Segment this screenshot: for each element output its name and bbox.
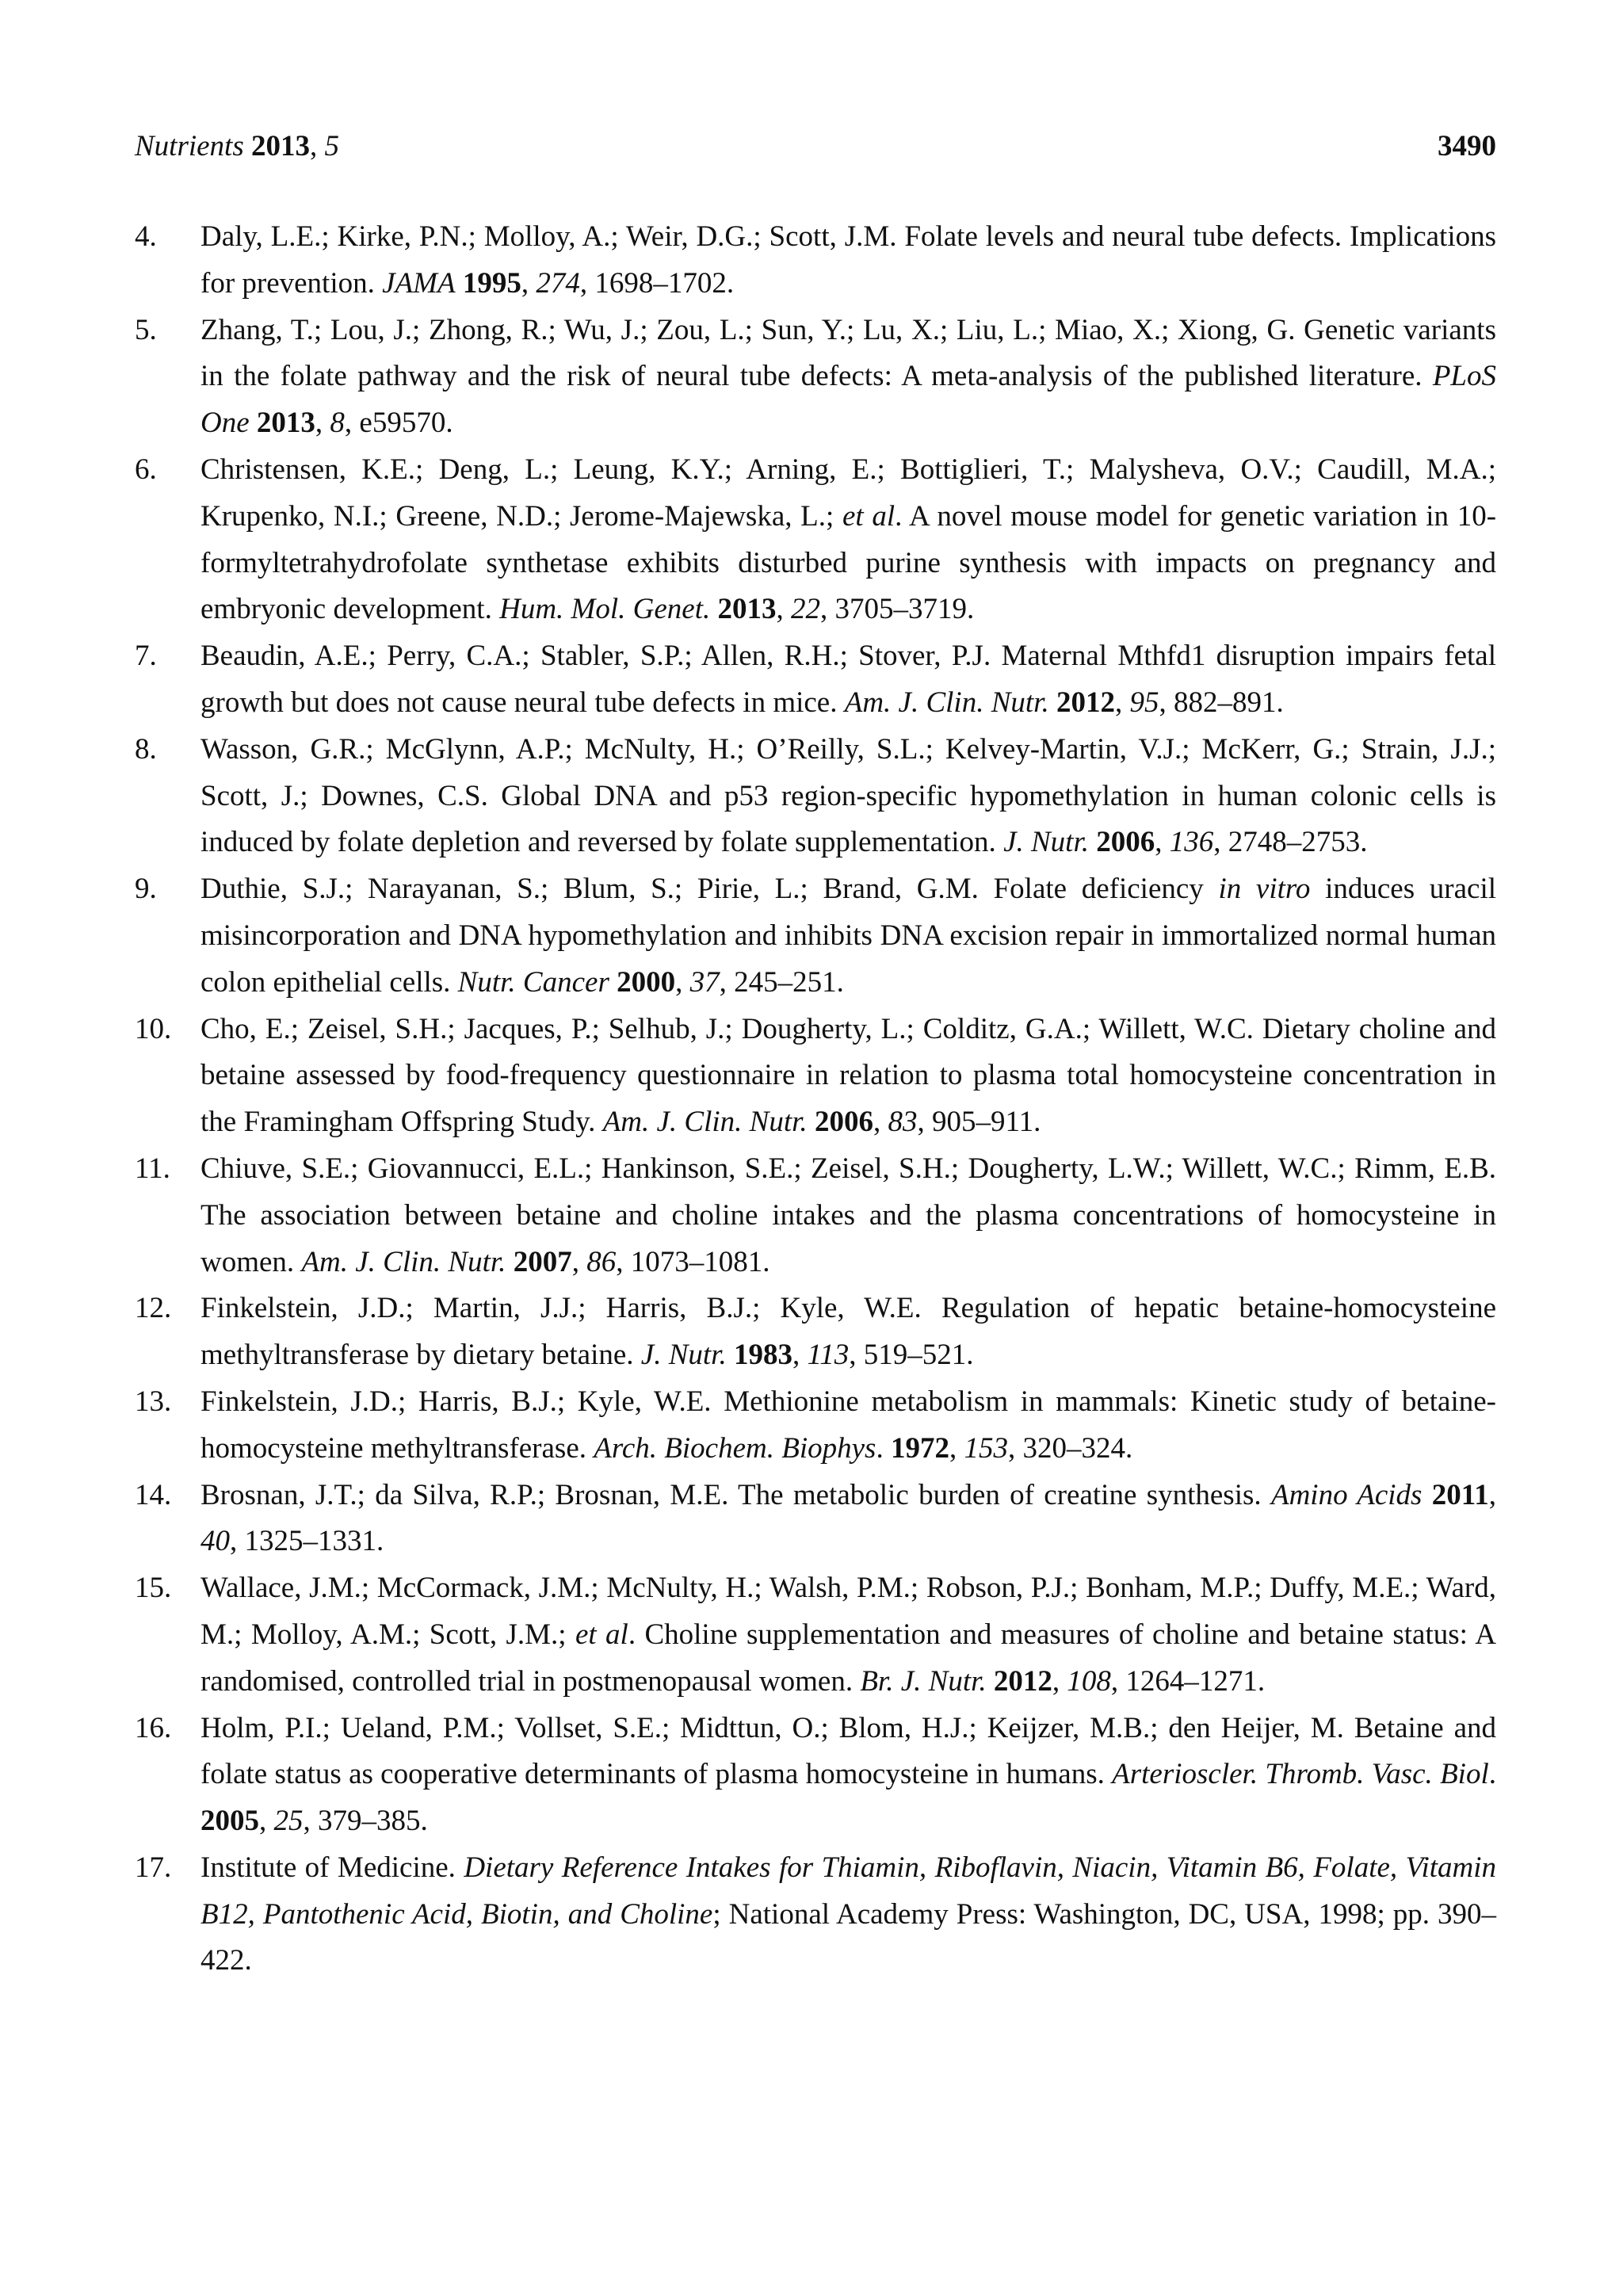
reference-italic-segment: Am. J. Clin. Nutr. [301, 1245, 506, 1278]
reference-segment: Wallace, J.M.; McCormack, J.M.; McNulty, H.; Walsh, P.M.; Robson, P.J.; Bonham, M.P.; Duffy, M.E.; Ward, M.; Molloy, A.M.; Scott, J.M.; [200, 1572, 1496, 1651]
reference-segment: , 3705–3719. [819, 593, 975, 626]
reference-segment: Cho, E.; Zeisel, S.H.; Jacques, P.; Selhub, J.; Dougherty, L.; Colditz, G.A.; Willett, W.C. Dietary choline and betaine assessed by food-frequency questionnaire in relation to plasma total homocysteine concentration in the Framingham Offspring Study. [200, 1012, 1496, 1139]
reference-italic-segment: JAMA [382, 266, 456, 300]
reference-segment [1422, 1479, 1431, 1511]
reference-italic-segment: 22 [790, 593, 820, 626]
reference-segment: , [259, 1805, 274, 1838]
reference-segment: , [675, 965, 690, 999]
reference-bold-segment: 2006 [814, 1106, 873, 1139]
reference-italic-segment: 274 [536, 266, 580, 300]
reference-italic-segment: Arch. Biochem. Biophys [594, 1431, 876, 1465]
reference-number: 5. [135, 313, 157, 346]
reference-italic-segment: Am. J. Clin. Nutr. [602, 1106, 808, 1139]
reference-segment: , [1114, 686, 1130, 719]
reference-item [135, 1007, 1496, 1146]
reference-segment: , [1155, 826, 1170, 859]
reference-bold-segment: 2006 [1096, 826, 1155, 859]
reference-number: 12. [135, 1292, 172, 1325]
running-header [135, 127, 1496, 166]
reference-segment: , 519–521. [849, 1339, 974, 1372]
reference-text [200, 447, 1496, 633]
reference-bold-segment: 2013 [256, 407, 315, 440]
reference-bold-segment: 2013 [717, 593, 777, 626]
reference-italic-segment: 37 [689, 965, 720, 999]
reference-italic-segment: 108 [1067, 1664, 1111, 1698]
reference-italic-segment: Hum. Mol. Genet. [499, 593, 711, 626]
reference-item [135, 633, 1496, 727]
reference-italic-segment: 153 [964, 1431, 1008, 1465]
reference-bold-segment: 2011 [1431, 1478, 1489, 1511]
reference-bold-segment: 2012 [1056, 686, 1115, 719]
journal-year: 2013 [251, 130, 310, 162]
reference-segment: Christensen, K.E.; Deng, L.; Leung, K.Y.; Arning, E.; Bottiglieri, T.; Malysheva, O.V.; Caudill, M.A.; Krupenko, N.I.; Greene, N.D.; Jerome-Majewska, L.; [200, 453, 1496, 533]
reference-item [135, 866, 1496, 1006]
reference-segment: , 1073–1081. [616, 1245, 770, 1278]
page-number: 3490 [1438, 130, 1496, 162]
reference-item [135, 1706, 1496, 1845]
reference-number: 16. [135, 1711, 172, 1744]
reference-text [200, 727, 1496, 866]
reference-item [135, 1565, 1496, 1705]
reference-italic-segment: 25 [273, 1805, 304, 1838]
reference-segment [1049, 686, 1056, 719]
reference-text [200, 1473, 1496, 1566]
reference-item [135, 727, 1496, 866]
reference-italic-segment: 8 [330, 407, 345, 440]
reference-italic-segment: PLoS One [200, 360, 1496, 440]
journal-citation: Nutrients 2013, 5 [135, 130, 339, 162]
reference-bold-segment: 2007 [513, 1245, 572, 1278]
reference-italic-segment: Br. J. Nutr. [860, 1664, 987, 1698]
reference-segment: Beaudin, A.E.; Perry, C.A.; Stabler, S.P.; Allen, R.H.; Stover, P.J. Maternal Mthfd1 disruption impairs fetal growth but does not cause neural tube defects in mice. [200, 640, 1496, 719]
reference-segment [609, 966, 617, 999]
reference-segment: . Choline supplementation and measures of choline and betaine status: A randomised, controlled trial in postmenopausal women. [200, 1618, 1496, 1698]
reference-segment: , [521, 266, 537, 300]
reference-number: 6. [135, 453, 157, 486]
reference-segment [506, 1246, 513, 1278]
reference-bold-segment: 2005 [200, 1805, 259, 1838]
reference-item [135, 1379, 1496, 1473]
journal-name: Nutrients [135, 130, 244, 162]
reference-italic-segment: et al [575, 1618, 628, 1651]
reference-segment: Brosnan, J.T.; da Silva, R.P.; Brosnan, M.E. The metabolic burden of creatine synthesis. [200, 1478, 1271, 1511]
reference-list [135, 214, 1496, 1985]
reference-italic-segment: 40 [200, 1525, 230, 1558]
reference-italic-segment: Am. J. Clin. Nutr. [844, 686, 1049, 719]
reference-bold-segment: 2000 [617, 965, 676, 999]
reference-segment [250, 407, 257, 439]
reference-segment [987, 1665, 994, 1698]
reference-text [200, 633, 1496, 727]
reference-text [200, 1565, 1496, 1705]
reference-segment [808, 1106, 815, 1138]
reference-segment: , 1325–1331. [230, 1525, 384, 1558]
reference-segment: . [1488, 1758, 1496, 1791]
reference-text [200, 308, 1496, 447]
reference-italic-segment: J. Nutr. [1003, 826, 1089, 859]
reference-number: 17. [135, 1851, 172, 1884]
reference-segment: ; National Academy Press: Washington, DC, USA, 1998; pp. 390–422. [200, 1897, 1496, 1977]
reference-bold-segment: 1983 [733, 1339, 792, 1372]
reference-segment: , [1488, 1478, 1496, 1511]
reference-italic-segment: 95 [1129, 686, 1159, 719]
reference-italic-segment: Nutr. Cancer [457, 965, 609, 999]
reference-segment: Holm, P.I.; Ueland, P.M.; Vollset, S.E.; Midttun, O.; Blom, H.J.; Keijzer, M.B.; den Heijer, M. Betaine and folate status as cooperative determinants of plasma homocysteine in humans. [200, 1711, 1496, 1791]
reference-segment [727, 1339, 734, 1371]
reference-italic-segment: 136 [1169, 826, 1214, 859]
reference-bold-segment: 2012 [993, 1664, 1052, 1698]
reference-item [135, 214, 1496, 308]
reference-segment: Wasson, G.R.; McGlynn, A.P.; McNulty, H.; O’Reilly, S.L.; Kelvey-Martin, V.J.; McKerr, G.; Strain, J.J.; Scott, J.; Downes, C.S. Global DNA and p53 region-specific hypomethylation in human colonic cells is induced by folate depletion and reversed by folate supplementation. [200, 732, 1496, 859]
reference-item [135, 447, 1496, 633]
reference-segment: Finkelstein, J.D.; Martin, J.J.; Harris, B.J.; Kyle, W.E. Regulation of hepatic betaine-homocysteine methyltransferase by dietary betaine. [200, 1292, 1496, 1372]
reference-segment: , [949, 1431, 964, 1465]
reference-segment: , [315, 407, 330, 440]
reference-segment: , 1698–1702. [579, 266, 735, 300]
reference-segment: Chiuve, S.E.; Giovannucci, E.L.; Hankinson, S.E.; Zeisel, S.H.; Dougherty, L.W.; Willett, W.C.; Rimm, E.B. The association between betaine and choline intakes and the plasma concentrations of homocysteine in women. [200, 1152, 1496, 1278]
reference-segment: , [571, 1245, 587, 1278]
reference-italic-segment: et al [842, 499, 896, 533]
reference-segment: , 379–385. [303, 1805, 428, 1838]
reference-text [200, 1146, 1496, 1286]
reference-segment: , 882–891. [1159, 686, 1284, 719]
reference-segment: Duthie, S.J.; Narayanan, S.; Blum, S.; Pirie, L.; Brand, G.M. Folate deficiency [200, 873, 1219, 906]
reference-segment: , e59570. [344, 407, 453, 440]
reference-text [200, 866, 1496, 1006]
reference-italic-segment: in vitro [1218, 873, 1311, 906]
reference-italic-segment: 113 [807, 1339, 850, 1372]
reference-italic-segment: 86 [586, 1245, 617, 1278]
reference-number: 13. [135, 1385, 172, 1418]
reference-text [200, 1286, 1496, 1379]
reference-segment: , 1264–1271. [1110, 1664, 1266, 1698]
reference-segment: . A novel mouse model for genetic variation in 10-formyltetrahydrofolate synthetase exhibits disturbed purine synthesis with impacts on pregnancy and embryonic development. [200, 499, 1497, 626]
reference-number: 7. [135, 640, 157, 673]
reference-text [200, 1845, 1496, 1985]
reference-item [135, 1473, 1496, 1566]
reference-item [135, 1146, 1496, 1286]
reference-segment: . [876, 1431, 891, 1465]
reference-segment: , [873, 1106, 888, 1139]
reference-segment: , 320–324. [1007, 1431, 1133, 1465]
reference-item [135, 1845, 1496, 1985]
reference-bold-segment: 1995 [462, 266, 521, 300]
reference-italic-segment: Dietary Reference Intakes for Thiamin, Riboflavin, Niacin, Vitamin B6, Folate, Vitamin B12, Pantothenic Acid, Biotin, and Choline [200, 1851, 1497, 1931]
reference-segment [1089, 826, 1096, 858]
reference-segment: Finkelstein, J.D.; Harris, B.J.; Kyle, W.E. Methionine metabolism in mammals: Kinetic study of betaine-homocysteine methyltransferase. [200, 1385, 1496, 1465]
reference-number: 10. [135, 1012, 172, 1045]
reference-segment: , [1052, 1664, 1067, 1698]
reference-number: 8. [135, 732, 157, 766]
reference-segment [456, 267, 463, 300]
reference-text [200, 1379, 1496, 1473]
reference-segment: Institute of Medicine. [200, 1851, 464, 1884]
reference-segment: , [792, 1339, 808, 1372]
reference-segment: induces uracil misincorporation and DNA hypomethylation and inhibits DNA excision repair in immortalized normal human colon epithelial cells. [200, 873, 1496, 999]
reference-segment: Daly, L.E.; Kirke, P.N.; Molloy, A.; Weir, D.G.; Scott, J.M. Folate levels and neural tube defects. Implications for prevention. [200, 220, 1496, 300]
reference-number: 4. [135, 220, 157, 253]
reference-number: 11. [135, 1152, 170, 1185]
journal-volume: 5 [324, 130, 339, 162]
reference-number: 9. [135, 873, 157, 906]
reference-segment: , 905–911. [917, 1106, 1041, 1139]
reference-italic-segment: Amino Acids [1270, 1478, 1423, 1511]
reference-text [200, 1007, 1496, 1146]
reference-number: 15. [135, 1572, 172, 1605]
reference-text [200, 1706, 1496, 1845]
reference-segment: , [776, 593, 791, 626]
reference-italic-segment: J. Nutr. [640, 1339, 727, 1372]
reference-segment: , 2748–2753. [1213, 826, 1368, 859]
reference-italic-segment: Arterioscler. Thromb. Vasc. Biol [1112, 1758, 1489, 1791]
reference-item [135, 1286, 1496, 1379]
reference-bold-segment: 1972 [890, 1431, 949, 1465]
reference-item [135, 308, 1496, 447]
reference-italic-segment: 83 [888, 1106, 918, 1139]
reference-number: 14. [135, 1478, 172, 1511]
reference-segment: Zhang, T.; Lou, J.; Zhong, R.; Wu, J.; Zou, L.; Sun, Y.; Lu, X.; Liu, L.; Miao, X.; Xiong, G. Genetic variants in the folate pathway and the risk of neural tube defects: A meta-analysis of the published literature. [200, 313, 1496, 393]
reference-segment: , 245–251. [719, 965, 844, 999]
reference-text [200, 214, 1496, 308]
